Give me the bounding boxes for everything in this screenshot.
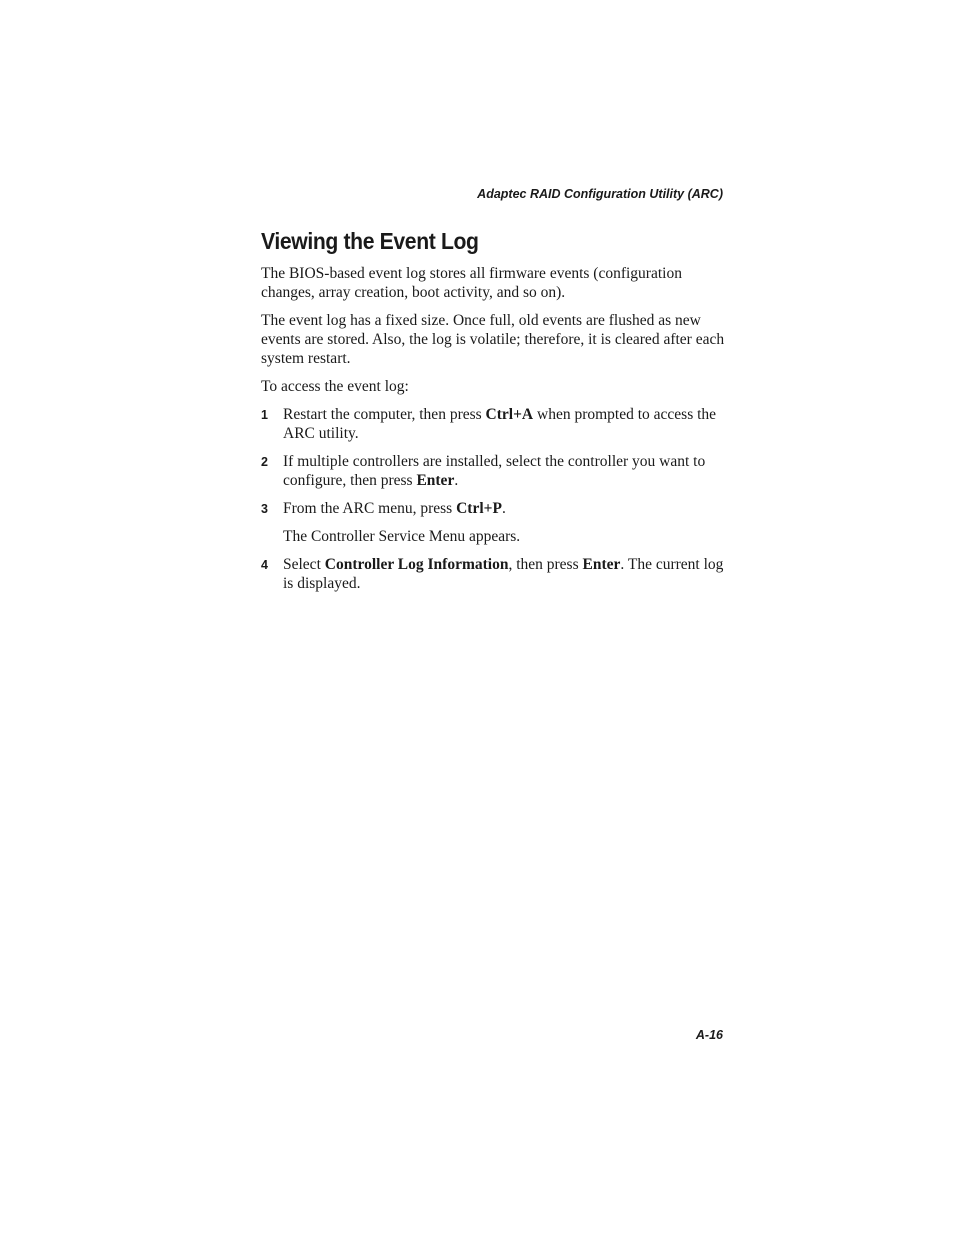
running-header: Adaptec RAID Configuration Utility (ARC) [477,187,723,201]
step-text: If multiple controllers are installed, select the controller you want to configure, then press Enter. [283,453,706,489]
key-enter: Enter [416,472,455,489]
step-text: Restart the computer, then press Ctrl+A when prompted to access the ARC utility. [283,406,717,442]
step-4 [261,555,726,593]
access-lead-in: To access the event log: [261,378,409,395]
log-size-paragraph: The event log has a fixed size. Once full, old events are flushed as new events are stored. Also, the log is volatile; therefore, it is cleared after each system restart. [261,312,725,367]
menu-option-controller-log-information: Controller Log Information [324,556,509,573]
procedure-steps [261,405,726,593]
step-number: 1 [261,408,268,422]
key-enter: Enter [582,556,621,573]
key-ctrl-a: Ctrl+A [485,406,534,423]
step-1 [261,405,726,443]
step-number: 3 [261,502,268,516]
key-ctrl-p: Ctrl+P [456,500,502,517]
step-number: 4 [261,558,268,572]
step-result-note: The Controller Service Menu appears. [283,528,521,545]
step-2 [261,452,726,490]
page-content [261,226,726,602]
page-number: A-16 [695,1028,723,1042]
step-number: 2 [261,455,268,469]
step-text: Select Controller Log Information, then press Enter. The current log is displayed. [283,556,724,592]
section-title: Viewing the Event Log [261,228,479,254]
step-text: From the ARC menu, press Ctrl+P. [283,500,506,517]
intro-paragraph: The BIOS-based event log stores all firmware events (configuration changes, array creation, boot activity, and so on). [261,265,682,301]
step-3 [261,499,726,546]
